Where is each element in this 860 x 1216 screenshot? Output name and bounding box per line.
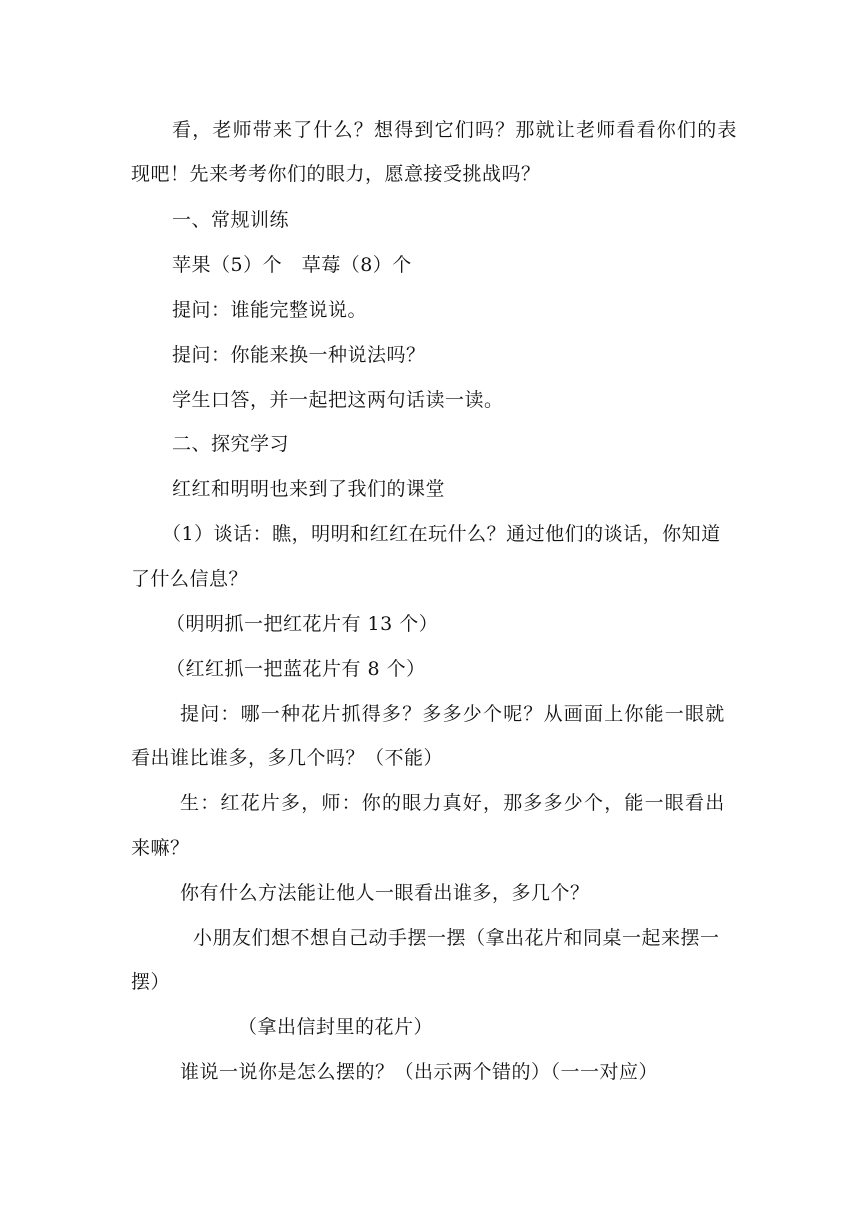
paragraph-line-7: 学生口答，并一起把这两句话读一读。 <box>172 389 504 411</box>
paragraph-line-10: （1）谈话：瞧，明明和红红在玩什么？通过他们的谈话，你知道 <box>162 523 721 545</box>
paragraph-line-4: 苹果（5）个 草莓（8）个 <box>172 254 412 276</box>
paragraph-line-12: （明明抓一把红花片有 13 个） <box>166 613 439 635</box>
paragraph-line-5: 提问：谁能完整说说。 <box>172 299 368 321</box>
section-heading-exploration: 二、探究学习 <box>172 433 290 455</box>
paragraph-line-14: 提问：哪一种花片抓得多？多多少个呢？从画面上你能一眼就 <box>180 703 726 725</box>
paragraph-line-21: （拿出信封里的花片） <box>238 1016 434 1038</box>
paragraph-line-18: 你有什么方法能让他人一眼看出谁多，多几个？ <box>180 882 590 904</box>
paragraph-line-1: 看，老师带来了什么？想得到它们吗？那就让老师看看你们的表 <box>172 119 738 141</box>
paragraph-line-2: 现吧！先来考考你们的眼力，愿意接受挑战吗？ <box>131 163 541 185</box>
paragraph-line-9: 红红和明明也来到了我们的课堂 <box>172 478 446 500</box>
paragraph-line-11: 了什么信息？ <box>131 568 249 590</box>
paragraph-line-13: （红红抓一把蓝花片有 8 个） <box>166 658 426 680</box>
paragraph-line-20: 摆） <box>131 971 171 993</box>
paragraph-line-16: 生：红花片多，师：你的眼力真好，那多多少个，能一眼看出 <box>180 792 726 814</box>
paragraph-line-22: 谁说一说你是怎么摆的？（出示两个错的）（一一对应） <box>180 1061 659 1083</box>
paragraph-line-6: 提问：你能来换一种说法吗？ <box>172 344 426 366</box>
paragraph-line-19: 小朋友们想不想自己动手摆一摆（拿出花片和同桌一起来摆一 <box>193 927 720 949</box>
paragraph-line-15: 看出谁比谁多，多几个吗？（不能） <box>131 747 444 769</box>
paragraph-line-17: 来嘛？ <box>131 837 190 859</box>
section-heading-routine-training: 一、常规训练 <box>172 209 290 231</box>
